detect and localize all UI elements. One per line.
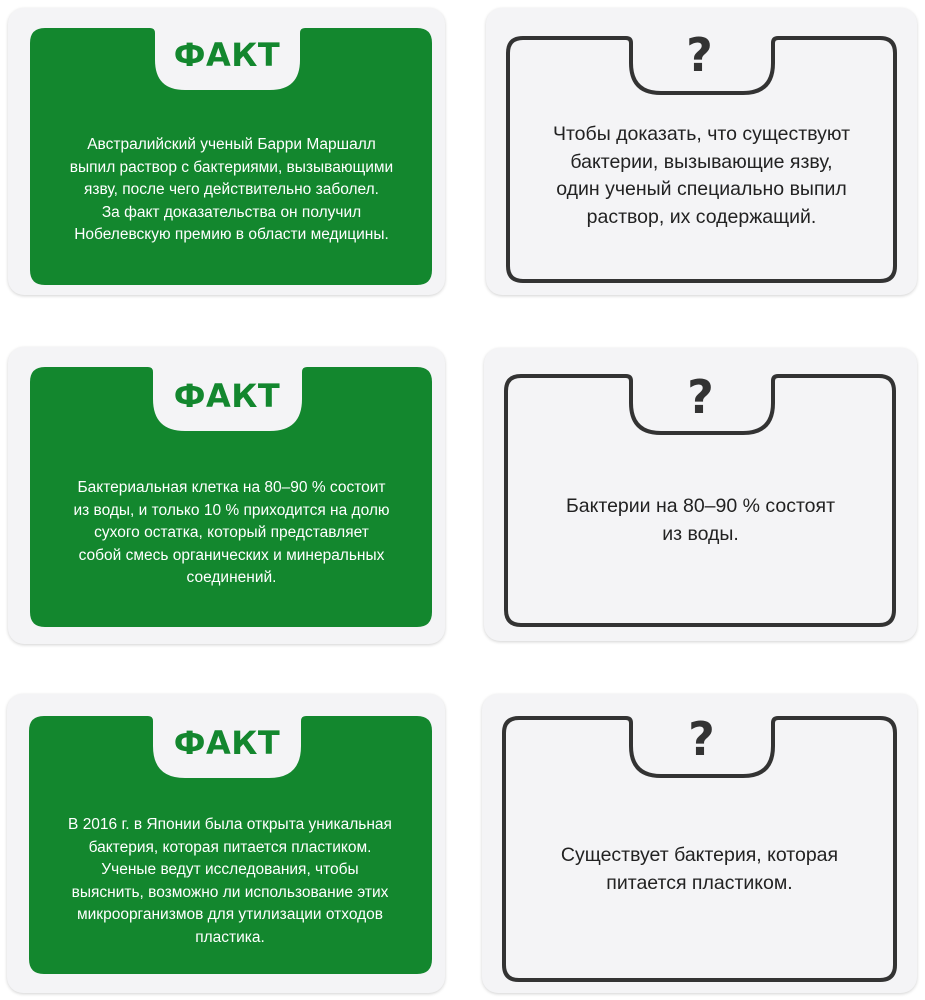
fact-text-3: В 2016 г. в Японии была открыта уникальная бактерия, которая питается пластиком. Ученые ведут исследования, чтобы выяснить, возможно ли использование этих микроорганизмов для утилизации отходов пластика. — [68, 816, 392, 946]
fact-card-2 — [8, 347, 445, 644]
question-text-1: Чтобы доказать, что существуют бактерии, вызывающие язву, один ученый специально выпил раствор, их содержащий. — [552, 123, 851, 228]
question-text-2: Бактерии на 80–90 % состоят из воды. — [565, 495, 836, 545]
fact-card-3 — [7, 694, 445, 993]
question-card-1 — [486, 8, 917, 295]
fact-text-1: Австралийский ученый Барри Маршалл выпил раствор с бактериями, вызывающими язву, после чего действительно заболел. За факт доказательства он получил Нобелевскую премию в области медицины. — [69, 136, 394, 243]
fact-card-1 — [8, 8, 445, 295]
question-card-2 — [484, 348, 917, 641]
question-mark-icon: ? — [687, 370, 714, 424]
fact-title: ФАКТ — [173, 36, 281, 74]
fact-title: ФАКТ — [173, 724, 281, 762]
question-card-3 — [482, 694, 917, 993]
question-mark-icon: ? — [688, 712, 715, 766]
question-text-3: Существует бактерия, которая питается пластиком. — [560, 844, 839, 894]
fact-title: ФАКТ — [173, 377, 281, 415]
question-mark-icon: ? — [686, 28, 713, 82]
fact-text-2: Бактериальная клетка на 80–90 % состоит из воды, и только 10 % приходится на долю сухого остатка, который представляет собой смесь органических и минеральных соединений. — [73, 479, 390, 586]
